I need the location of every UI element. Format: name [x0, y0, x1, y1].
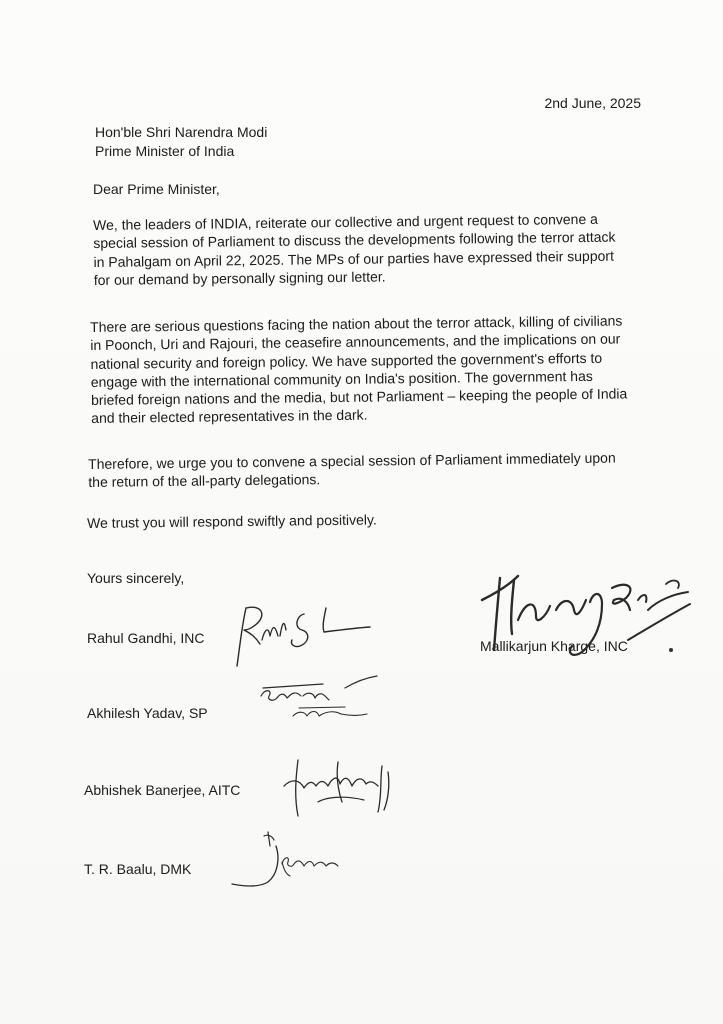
paragraph-2: [90, 311, 643, 428]
signature-mallikarjun-kharge: [478, 570, 703, 660]
paragraph-3: [88, 448, 638, 491]
paragraph-2-line: briefed foreign nations and the media, but not Parliament – keeping the people of India: [90, 385, 628, 409]
recipient-title: Prime Minister of India: [95, 143, 235, 159]
letter-date: 2nd June, 2025: [544, 95, 641, 111]
closing: Yours sincerely,: [87, 570, 185, 586]
signatory-name: Abhishek Banerjee, AITC: [84, 782, 241, 798]
signatory-name: Akhilesh Yadav, SP: [87, 705, 208, 721]
paragraph-3-line: Therefore, we urge you to convene a special session of Parliament immediately upon: [88, 449, 616, 472]
signature-rahul-gandhi: [232, 600, 377, 670]
paragraph-4: We trust you will respond swiftly and positively.: [87, 511, 377, 531]
paragraph-2-line: engage with the international community on India's position. The government has: [90, 367, 593, 390]
paragraph-1-line: We, the leaders of INDIA, reiterate our collective and urgent request to convene a: [93, 210, 598, 233]
paragraph-1-line: in Pahalgam on April 22, 2025. The MPs of our parties have expressed their support: [93, 247, 615, 270]
paragraph-3-line: the return of the all-party delegations.: [88, 471, 321, 491]
paragraph-2-line: and their elected representatives in the dark.: [91, 407, 368, 427]
signature-abhishek-banerjee: [278, 756, 398, 826]
paragraph-1-line: for our demand by personally signing our letter.: [93, 268, 386, 288]
salutation: Dear Prime Minister,: [93, 181, 220, 197]
signature-tr-baalu: [228, 828, 358, 892]
paragraph-2-line: There are serious questions facing the nation about the terror attack, killing of civilians: [90, 312, 623, 335]
paragraph-2-line: in Poonch, Uri and Rajouri, the ceasefire announcements, and the implications on our: [90, 330, 621, 354]
paragraph-1: [93, 209, 642, 289]
signatory-name: T. R. Baalu, DMK: [84, 861, 192, 877]
signatory-name: Mallikarjun Kharge, INC: [480, 638, 628, 654]
paragraph-2-line: national security and foreign policy. We have supported the government's efforts to: [90, 349, 603, 372]
signatory-name: Rahul Gandhi, INC: [87, 630, 205, 646]
signature-akhilesh-yadav: [255, 676, 385, 726]
recipient-name: Hon'ble Shri Narendra Modi: [95, 124, 268, 140]
paragraph-1-line: special session of Parliament to discuss the developments following the terror attack: [93, 228, 616, 252]
ink-dot: [669, 648, 673, 652]
